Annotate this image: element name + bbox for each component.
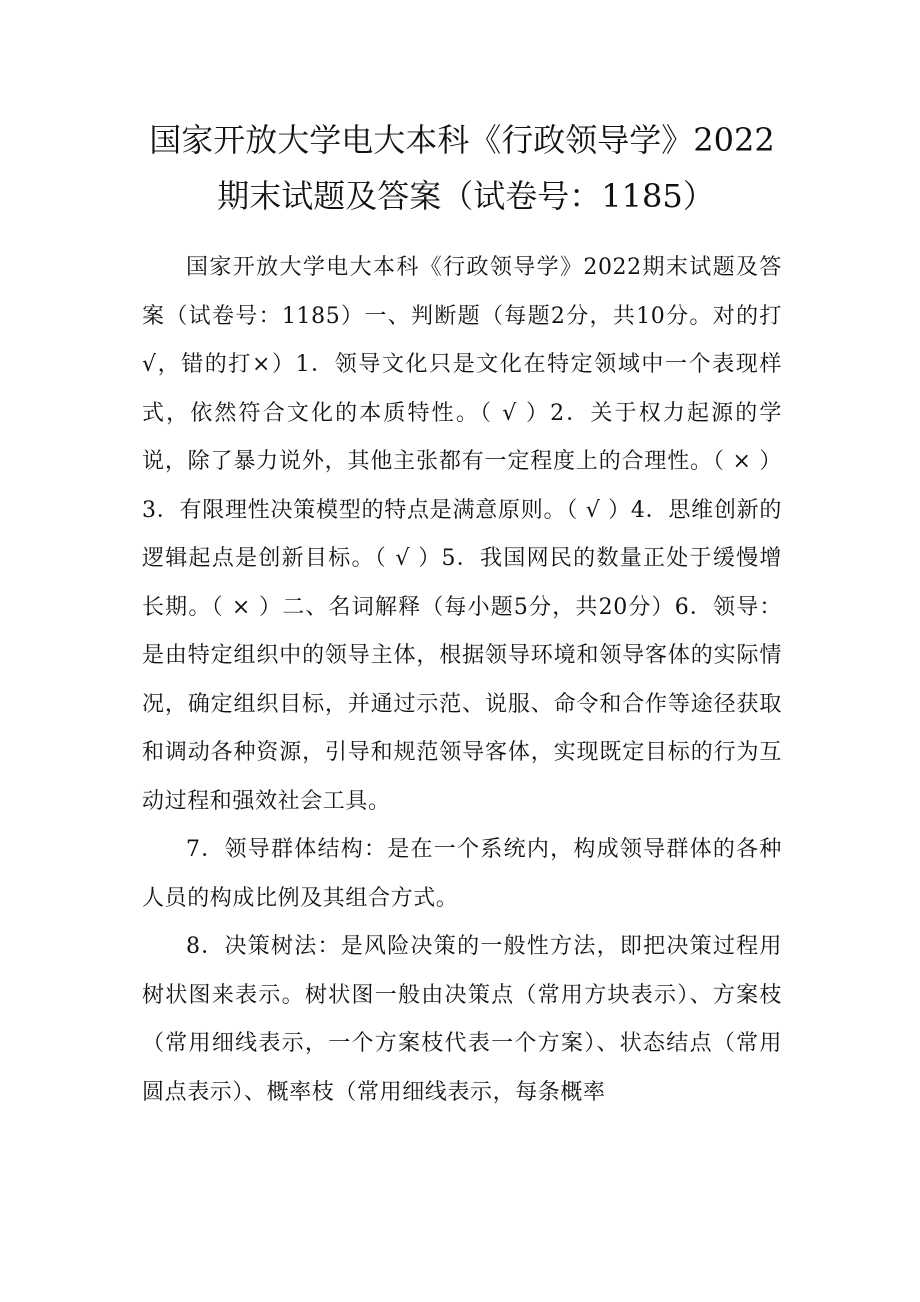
document-body — [142, 244, 782, 1117]
title-line-1: 国家开放大学电大本科《行政领导学》2022 — [149, 121, 775, 159]
paragraph-3: 8．决策树法：是风险决策的一般性方法，即把决策过程用树状图来表示。树状图一般由决策点（常用方块表示）、方案枝（常用细线表示，一个方案枝代表一个方案）、状态结点（常用圆点表示）、概率枝（常用细线表示，每条概率 — [142, 934, 782, 1105]
title-line-2: 期末试题及答案（试卷号：1185） — [217, 177, 715, 215]
paragraph-1: 国家开放大学电大本科《行政领导学》2022期末试题及答案（试卷号：1185）一、判断题（每题2分，共10分。对的打√，错的打×）1．领导文化只是文化在特定领域中一个表现样式，依然符合文化的本质特性。（ √ ）2．关于权力起源的学说，除了暴力说外，其他主张都有一定程度上的合理性。（ × ）3．有限理性决策模型的特点是满意原则。（ √ ）4．思维创新的逻辑起点是创新目标。（ √ ）5．我国网民的数量正处于缓慢增长期。（ × ）二、名词解释（每小题5分，共20分）6．领导：是由特定组织中的领导主体，根据领导环境和领导客体的实际情况，确定组织目标，并通过示范、说服、命令和合作等途径获取和调动各种资源，引导和规范领导客体，实现既定目标的行为互动过程和强效社会工具。 — [142, 255, 782, 814]
document-title — [142, 112, 782, 224]
paragraph-2: 7．领导群体结构：是在一个系统内，构成领导群体的各种人员的构成比例及其组合方式。 — [142, 837, 782, 911]
document-page — [142, 112, 782, 1117]
